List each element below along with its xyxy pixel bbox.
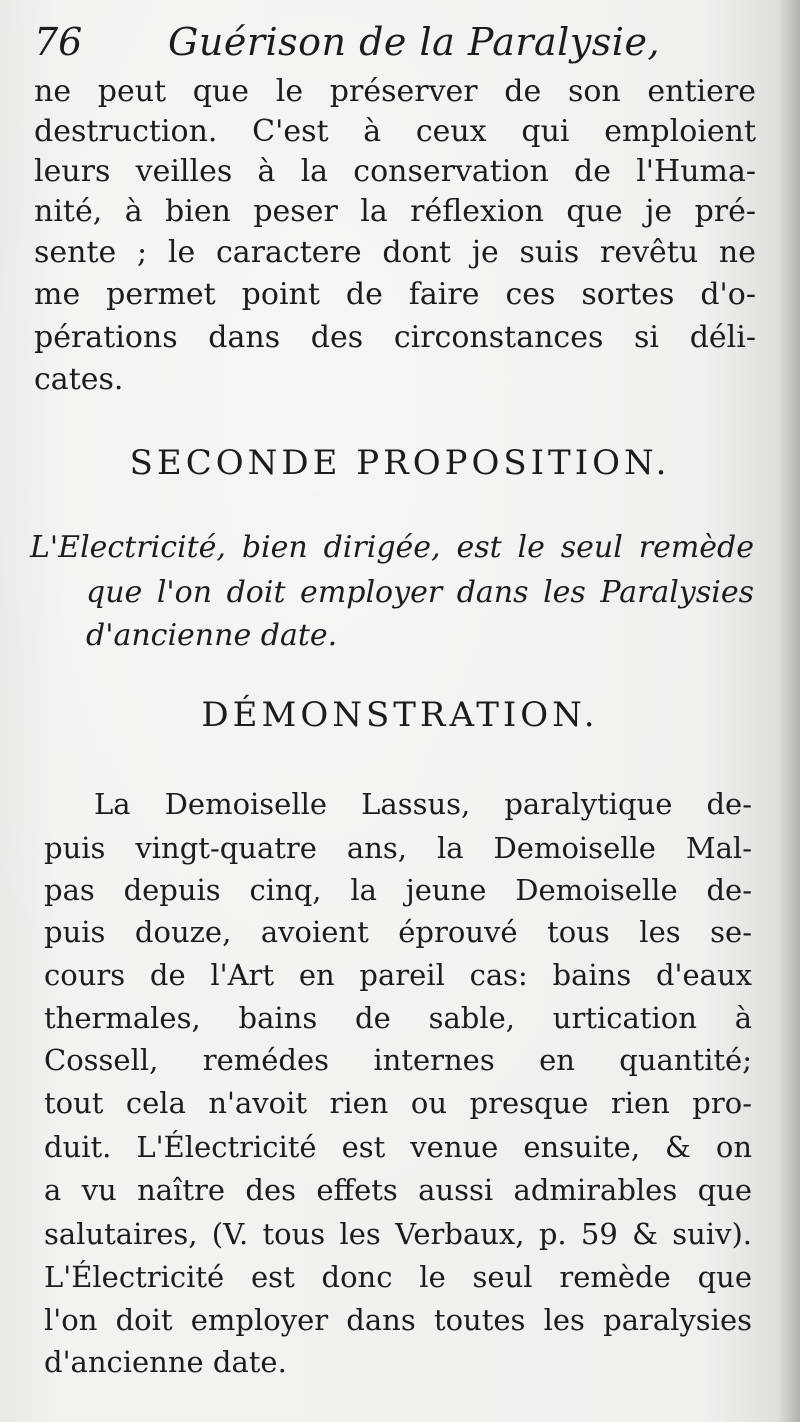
text-line: tout cela n'avoit rien ou presque rien pro- <box>44 1086 752 1120</box>
text-line: leurs veilles à la conservation de l'Huma- <box>34 154 756 189</box>
text-line: cours de l'Art en pareil cas: bains d'eaux <box>44 958 752 992</box>
proposition-line: que l'on doit employer dans les Paralysies <box>86 575 754 610</box>
text-line: d'ancienne date. <box>44 1345 287 1379</box>
text-line: cates. <box>34 362 124 397</box>
text-line: ne peut que le préserver de son entiere <box>34 74 756 109</box>
text-line: a vu naître des effets aussi admirables que <box>44 1173 752 1207</box>
section-heading: SECONDE PROPOSITION. <box>129 443 671 483</box>
text-line: salutaires, (V. tous les Verbaux, p. 59 & suiv). <box>44 1217 752 1251</box>
text-line: pérations dans des circonstances si déli- <box>34 320 756 355</box>
text-line: Cossell, remédes internes en quantité; <box>44 1043 752 1077</box>
text-line: La Demoiselle Lassus, paralytique de- <box>94 787 752 821</box>
text-line: l'on doit employer dans toutes les paralysies <box>44 1303 752 1337</box>
text-line: L'Électricité est donc le seul remède que <box>44 1260 752 1294</box>
page-number: 76 <box>34 20 83 64</box>
text-line: sente ; le caractere dont je suis revêtu ne <box>34 235 756 270</box>
text-line: destruction. C'est à ceux qui emploient <box>34 114 756 149</box>
page-header <box>34 14 774 70</box>
text-line: puis douze, avoient éprouvé tous les se- <box>44 915 752 949</box>
proposition-line: L'Electricité, bien dirigée, est le seul remède <box>30 530 754 565</box>
text-line: pas depuis cinq, la jeune Demoiselle de- <box>44 873 752 907</box>
text-line: puis vingt-quatre ans, la Demoiselle Mal- <box>44 831 752 865</box>
proposition-line: d'ancienne date. <box>86 618 338 653</box>
section-heading: DÉMONSTRATION. <box>201 695 599 735</box>
text-line: thermales, bains de sable, urtication à <box>44 1001 752 1035</box>
text-line: me permet point de faire ces sortes d'o- <box>34 277 756 312</box>
text-line: duit. L'Électricité est venue ensuite, & on <box>44 1130 752 1164</box>
running-title: Guérison de la Paralysie, <box>168 20 661 64</box>
text-line: nité, à bien peser la réflexion que je pré- <box>34 194 756 229</box>
